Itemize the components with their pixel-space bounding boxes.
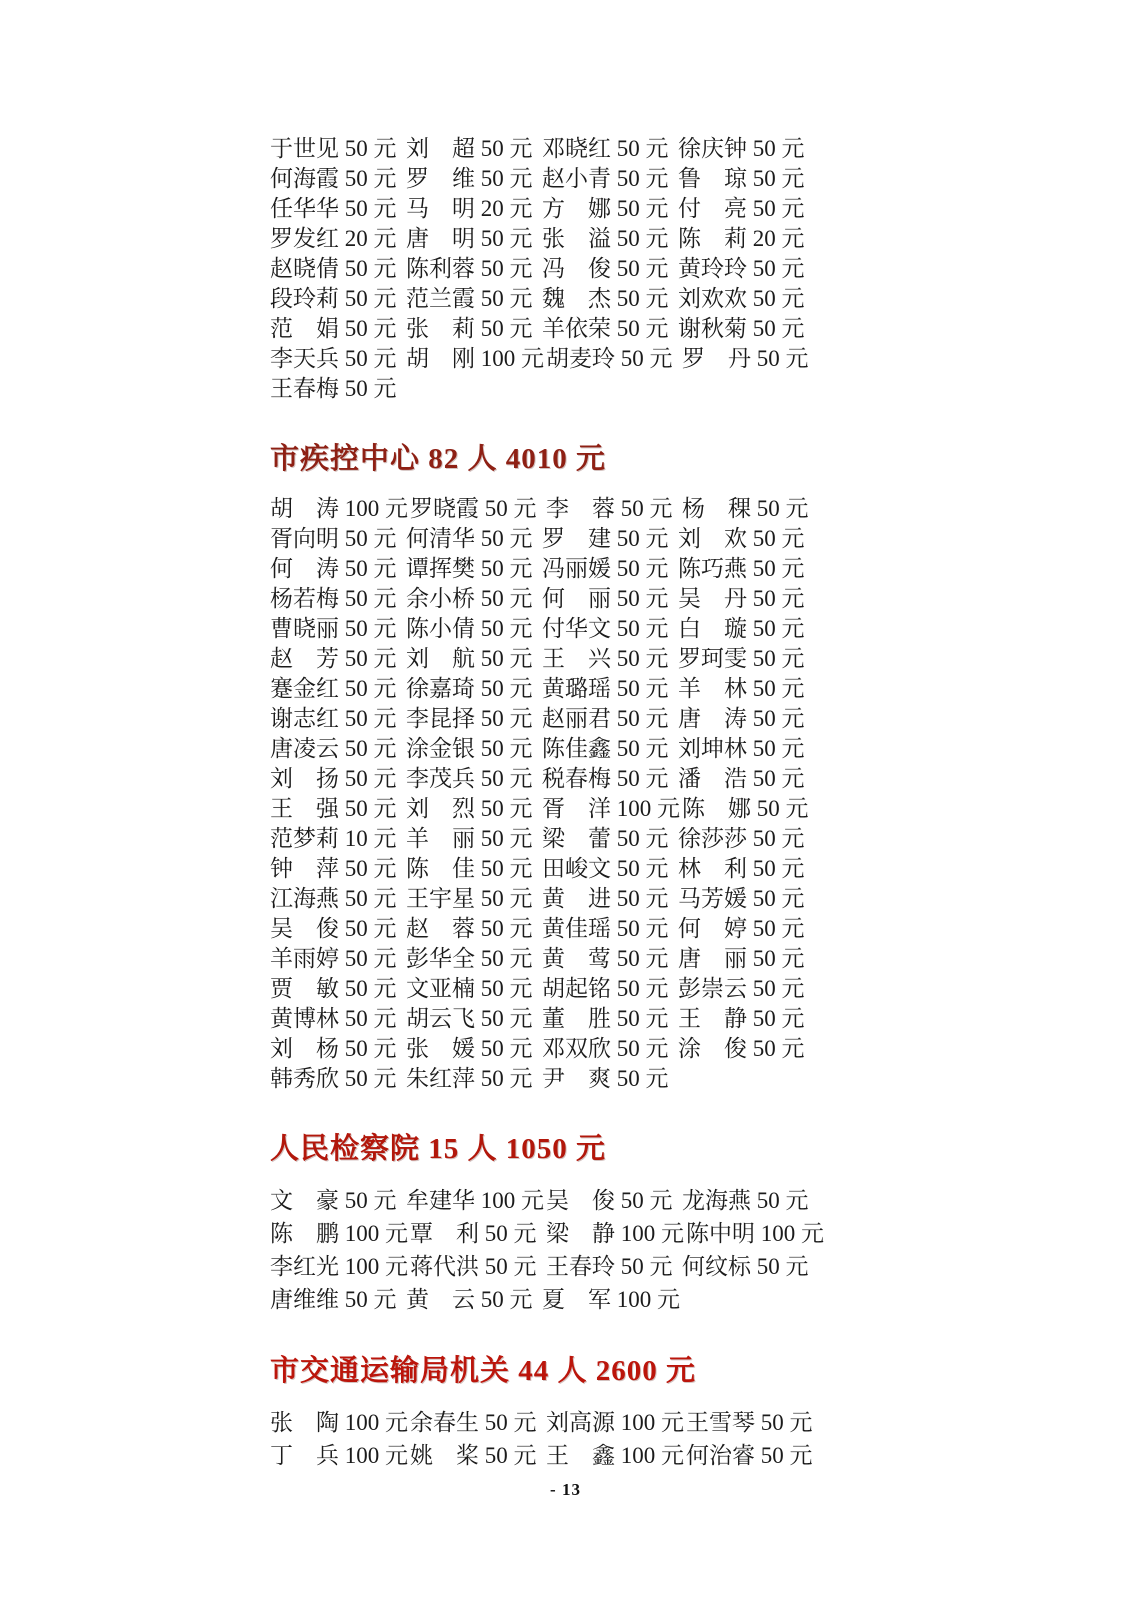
donor-entry: 杨 稞 50 元 <box>682 496 809 521</box>
donor-entry: 曹晓丽 50 元 <box>270 616 397 641</box>
donor-entry: 唐 明 50 元 <box>406 226 533 251</box>
donor-row <box>270 224 870 254</box>
donor-entry: 黄佳瑶 50 元 <box>542 916 669 941</box>
donor-entry: 彭崇云 50 元 <box>678 976 805 1001</box>
donor-entry: 陈中明 100 元 <box>686 1221 824 1246</box>
section-title: 市交通运输局机关 44 人 2600 元 <box>270 1355 697 1387</box>
donor-row <box>270 1004 870 1034</box>
donation-list <box>270 134 870 1472</box>
donor-entry: 谭挥樊 50 元 <box>406 556 533 581</box>
donor-entry: 胥 洋 100 元 <box>542 796 680 821</box>
donor-entry: 龙海燕 50 元 <box>682 1188 809 1213</box>
donor-entry: 任华华 50 元 <box>270 196 397 221</box>
donor-entry: 谢志红 50 元 <box>270 706 397 731</box>
donor-entry: 蒋代洪 50 元 <box>410 1254 537 1279</box>
donor-entry: 蹇金红 50 元 <box>270 676 397 701</box>
donor-row <box>270 1439 870 1472</box>
donor-row <box>270 704 870 734</box>
donor-entry: 尹 爽 50 元 <box>542 1066 669 1091</box>
donation-section <box>270 1132 870 1316</box>
donor-row <box>270 344 870 374</box>
donor-row <box>270 314 870 344</box>
donor-entry: 鲁 琼 50 元 <box>678 166 805 191</box>
donor-entry: 徐嘉琦 50 元 <box>406 676 533 701</box>
donor-rows <box>270 1184 870 1316</box>
donor-row <box>270 374 870 404</box>
donor-entry: 赵晓倩 50 元 <box>270 256 397 281</box>
donor-entry: 于世见 50 元 <box>270 136 397 161</box>
donor-entry: 陈小倩 50 元 <box>406 616 533 641</box>
donor-entry: 胡 涛 100 元 <box>270 496 408 521</box>
donor-entry: 白 璇 50 元 <box>678 616 805 641</box>
donor-entry: 梁 蕾 50 元 <box>542 826 669 851</box>
donor-entry: 赵 蓉 50 元 <box>406 916 533 941</box>
donor-row <box>270 1250 870 1283</box>
donor-entry: 田峻文 50 元 <box>542 856 669 881</box>
donor-entry: 覃 利 50 元 <box>410 1221 537 1246</box>
donor-entry: 罗晓霞 50 元 <box>410 496 537 521</box>
donor-entry: 李 蓉 50 元 <box>546 496 673 521</box>
donor-row <box>270 764 870 794</box>
donor-entry: 张 莉 50 元 <box>406 316 533 341</box>
donor-entry: 胡起铭 50 元 <box>542 976 669 1001</box>
donor-entry: 陈巧燕 50 元 <box>678 556 805 581</box>
donor-rows <box>270 134 870 404</box>
donor-entry: 何治睿 50 元 <box>686 1443 813 1468</box>
donor-row <box>270 584 870 614</box>
donor-entry: 江海燕 50 元 <box>270 886 397 911</box>
donor-entry: 刘 烈 50 元 <box>406 796 533 821</box>
donor-entry: 刘坤林 50 元 <box>678 736 805 761</box>
donation-section-continued <box>270 134 870 404</box>
donor-entry: 何 婷 50 元 <box>678 916 805 941</box>
donor-entry: 陈 鹏 100 元 <box>270 1221 408 1246</box>
donor-entry: 牟建华 100 元 <box>406 1188 544 1213</box>
donor-row <box>270 914 870 944</box>
donor-entry: 范梦莉 10 元 <box>270 826 397 851</box>
donation-section <box>270 442 870 1094</box>
donor-row <box>270 134 870 164</box>
donor-entry: 陈利蓉 50 元 <box>406 256 533 281</box>
donor-entry: 马芳媛 50 元 <box>678 886 805 911</box>
donor-entry: 杨若梅 50 元 <box>270 586 397 611</box>
donor-entry: 陈 莉 20 元 <box>678 226 805 251</box>
donor-row <box>270 494 870 524</box>
donor-entry: 钟 萍 50 元 <box>270 856 397 881</box>
donation-section <box>270 1354 870 1472</box>
donor-entry: 马 明 20 元 <box>406 196 533 221</box>
donor-row <box>270 1406 870 1439</box>
donor-entry: 董 胜 50 元 <box>542 1006 669 1031</box>
donor-entry: 李天兵 50 元 <box>270 346 397 371</box>
donor-entry: 余小桥 50 元 <box>406 586 533 611</box>
donor-entry: 余春生 50 元 <box>410 1410 537 1435</box>
donor-entry: 羊雨婷 50 元 <box>270 946 397 971</box>
donor-entry: 唐 涛 50 元 <box>678 706 805 731</box>
donor-entry: 赵丽君 50 元 <box>542 706 669 731</box>
donor-entry: 何海霞 50 元 <box>270 166 397 191</box>
donor-row <box>270 1283 870 1316</box>
donor-entry: 胥向明 50 元 <box>270 526 397 551</box>
donor-entry: 邓双欣 50 元 <box>542 1036 669 1061</box>
donor-entry: 丁 兵 100 元 <box>270 1443 408 1468</box>
donor-entry: 罗发红 20 元 <box>270 226 397 251</box>
donor-entry: 张 媛 50 元 <box>406 1036 533 1061</box>
donor-row <box>270 1184 870 1217</box>
donor-entry: 刘 杨 50 元 <box>270 1036 397 1061</box>
donor-entry: 夏 军 100 元 <box>542 1287 680 1312</box>
donor-entry: 唐凌云 50 元 <box>270 736 397 761</box>
donor-entry: 范兰霞 50 元 <box>406 286 533 311</box>
donor-entry: 魏 杰 50 元 <box>542 286 669 311</box>
donor-entry: 涂 俊 50 元 <box>678 1036 805 1061</box>
donor-row <box>270 1217 870 1250</box>
donor-entry: 贾 敏 50 元 <box>270 976 397 1001</box>
donor-entry: 罗 建 50 元 <box>542 526 669 551</box>
donor-entry: 王 鑫 100 元 <box>546 1443 684 1468</box>
donor-entry: 胡麦玲 50 元 <box>546 346 673 371</box>
donor-entry: 吴 丹 50 元 <box>678 586 805 611</box>
donor-entry: 李茂兵 50 元 <box>406 766 533 791</box>
donor-entry: 黄璐瑶 50 元 <box>542 676 669 701</box>
donor-row <box>270 674 870 704</box>
donor-entry: 黄玲玲 50 元 <box>678 256 805 281</box>
donor-row <box>270 1034 870 1064</box>
donor-entry: 陈佳鑫 50 元 <box>542 736 669 761</box>
donor-row <box>270 824 870 854</box>
donor-rows <box>270 1406 870 1472</box>
donor-row <box>270 554 870 584</box>
donor-entry: 韩秀欣 50 元 <box>270 1066 397 1091</box>
donor-entry: 赵 芳 50 元 <box>270 646 397 671</box>
donor-entry: 王 强 50 元 <box>270 796 397 821</box>
donor-entry: 刘 欢 50 元 <box>678 526 805 551</box>
donor-entry: 王 静 50 元 <box>678 1006 805 1031</box>
donor-entry: 文亚楠 50 元 <box>406 976 533 1001</box>
donor-entry: 何 涛 50 元 <box>270 556 397 581</box>
donor-entry: 黄 莺 50 元 <box>542 946 669 971</box>
donor-entry: 刘 扬 50 元 <box>270 766 397 791</box>
donor-entry: 姚 桨 50 元 <box>410 1443 537 1468</box>
donor-entry: 王 兴 50 元 <box>542 646 669 671</box>
donor-entry: 王春玲 50 元 <box>546 1254 673 1279</box>
donor-entry: 王春梅 50 元 <box>270 376 397 401</box>
donor-entry: 税春梅 50 元 <box>542 766 669 791</box>
donor-row <box>270 164 870 194</box>
donor-entry: 黄 云 50 元 <box>406 1287 533 1312</box>
donor-entry: 吴 俊 50 元 <box>546 1188 673 1213</box>
donor-row <box>270 1064 870 1094</box>
donor-entry: 罗 维 50 元 <box>406 166 533 191</box>
donor-row <box>270 794 870 824</box>
donor-entry: 刘 超 50 元 <box>406 136 533 161</box>
donor-entry: 朱红萍 50 元 <box>406 1066 533 1091</box>
donor-entry: 张 溢 50 元 <box>542 226 669 251</box>
donor-entry: 羊 丽 50 元 <box>406 826 533 851</box>
donor-entry: 陈 娜 50 元 <box>682 796 809 821</box>
donor-entry: 羊 林 50 元 <box>678 676 805 701</box>
donor-entry: 何纹标 50 元 <box>682 1254 809 1279</box>
donor-entry: 梁 静 100 元 <box>546 1221 684 1246</box>
donor-entry: 何 丽 50 元 <box>542 586 669 611</box>
donor-entry: 赵小青 50 元 <box>542 166 669 191</box>
section-title: 人民检察院 15 人 1050 元 <box>270 1133 607 1165</box>
donor-entry: 方 娜 50 元 <box>542 196 669 221</box>
donor-entry: 潘 浩 50 元 <box>678 766 805 791</box>
donor-entry: 徐庆钟 50 元 <box>678 136 805 161</box>
donor-entry: 黄 进 50 元 <box>542 886 669 911</box>
donor-entry: 王雪琴 50 元 <box>686 1410 813 1435</box>
donor-row <box>270 194 870 224</box>
donor-entry: 罗 丹 50 元 <box>682 346 809 371</box>
donor-entry: 文 豪 50 元 <box>270 1188 397 1213</box>
donor-entry: 范 娟 50 元 <box>270 316 397 341</box>
donor-entry: 徐莎莎 50 元 <box>678 826 805 851</box>
donor-entry: 谢秋菊 50 元 <box>678 316 805 341</box>
donor-rows <box>270 494 870 1094</box>
page-number: - 13 <box>550 1480 581 1499</box>
donor-entry: 唐 丽 50 元 <box>678 946 805 971</box>
donor-entry: 刘 航 50 元 <box>406 646 533 671</box>
donor-row <box>270 974 870 1004</box>
donor-entry: 胡云飞 50 元 <box>406 1006 533 1031</box>
donor-entry: 罗珂雯 50 元 <box>678 646 805 671</box>
donor-entry: 胡 刚 100 元 <box>406 346 544 371</box>
donor-entry: 刘欢欢 50 元 <box>678 286 805 311</box>
donor-row <box>270 284 870 314</box>
donor-entry: 吴 俊 50 元 <box>270 916 397 941</box>
donor-entry: 陈 佳 50 元 <box>406 856 533 881</box>
donor-entry: 涂金银 50 元 <box>406 736 533 761</box>
donor-row <box>270 644 870 674</box>
donor-entry: 刘高源 100 元 <box>546 1410 684 1435</box>
donor-row <box>270 854 870 884</box>
section-title: 市疾控中心 82 人 4010 元 <box>270 443 607 475</box>
donor-row <box>270 254 870 284</box>
donor-entry: 黄博林 50 元 <box>270 1006 397 1031</box>
donor-row <box>270 884 870 914</box>
donor-row <box>270 734 870 764</box>
donor-entry: 邓晓红 50 元 <box>542 136 669 161</box>
donor-entry: 李昆择 50 元 <box>406 706 533 731</box>
donor-entry: 彭华全 50 元 <box>406 946 533 971</box>
donor-entry: 付华文 50 元 <box>542 616 669 641</box>
donor-entry: 何清华 50 元 <box>406 526 533 551</box>
donor-entry: 唐维维 50 元 <box>270 1287 397 1312</box>
donor-entry: 张 陶 100 元 <box>270 1410 408 1435</box>
donor-entry: 冯丽媛 50 元 <box>542 556 669 581</box>
donor-entry: 林 利 50 元 <box>678 856 805 881</box>
donor-row <box>270 614 870 644</box>
donor-entry: 段玲莉 50 元 <box>270 286 397 311</box>
donor-row <box>270 524 870 554</box>
donor-entry: 李红光 100 元 <box>270 1254 408 1279</box>
donor-row <box>270 944 870 974</box>
donor-entry: 冯 俊 50 元 <box>542 256 669 281</box>
donor-entry: 付 亮 50 元 <box>678 196 805 221</box>
donor-entry: 羊依荣 50 元 <box>542 316 669 341</box>
donor-entry: 王宇星 50 元 <box>406 886 533 911</box>
